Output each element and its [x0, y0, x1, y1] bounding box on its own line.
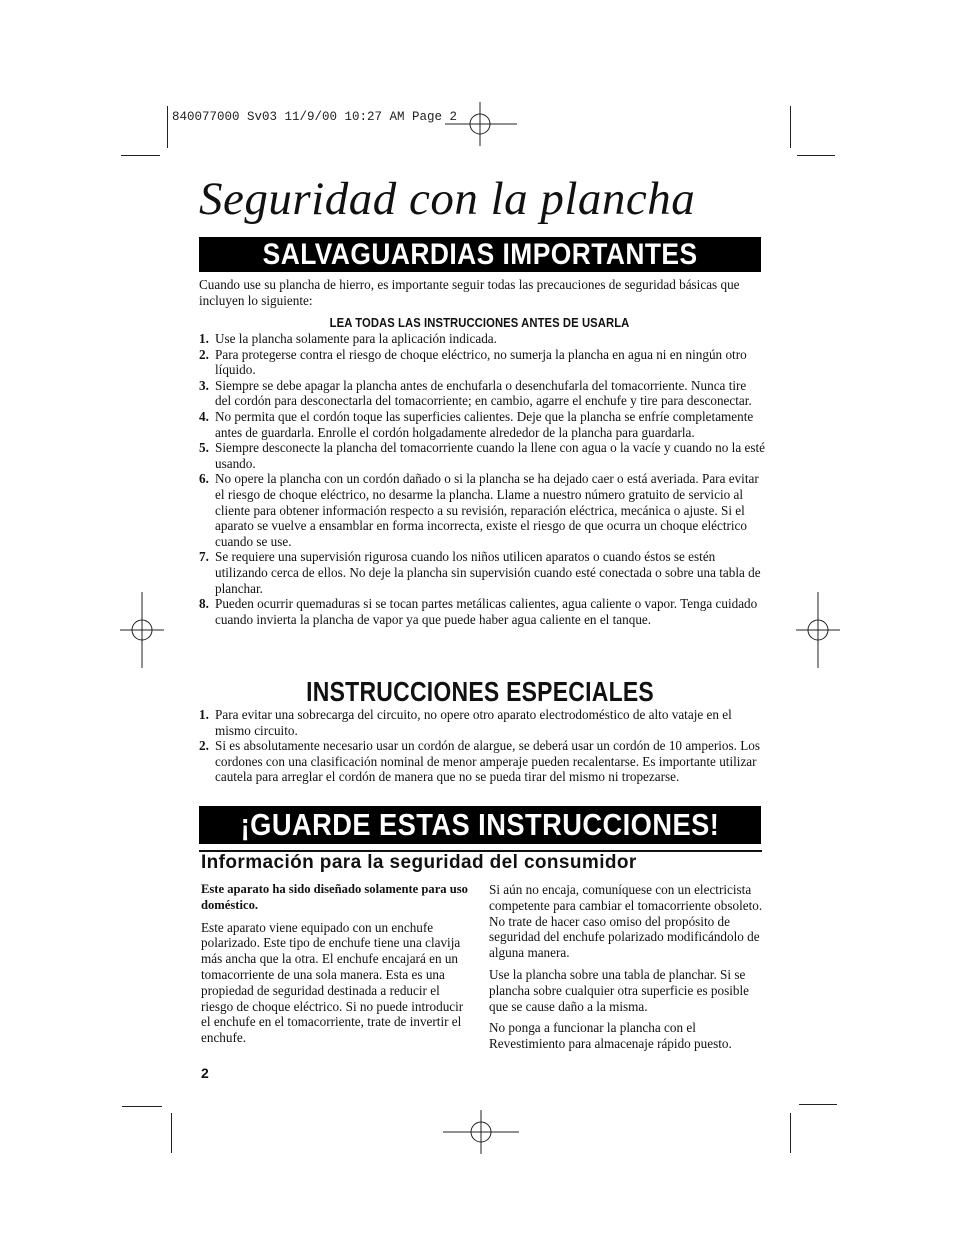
list-item-number: 5. [199, 440, 209, 456]
page-title: Seguridad con la plancha [199, 173, 696, 225]
banner-save-instructions [199, 806, 761, 844]
electrician-paragraph: Si aún no encaja, comuníquese con un electricista competente para cambiar el tomacorriente obsoleto. No trate de hacer caso omiso del propósito de seguridad del enchufe polarizado modificándolo de alguna manera. [489, 882, 763, 961]
crop-mark-top-right-horizontal [797, 155, 835, 156]
list-item-number: 7. [199, 549, 209, 565]
list-item-text: Para evitar una sobrecarga del circuito, no opere otro aparato electrodoméstico de alto vataje en el mismo circuito. [215, 707, 732, 738]
list-item [199, 471, 765, 549]
list-item [199, 549, 765, 596]
list-item [199, 738, 765, 785]
crop-mark-bottom-right-horizontal [799, 1104, 837, 1105]
list-item-text: No permita que el cordón toque las superficies calientes. Deje que la plancha se enfríe completamente antes de guardarla. Enrolle el cordón holgadamente alrededor de la plancha para guardarla. [215, 408, 754, 440]
list-item-number: 6. [199, 471, 209, 487]
list-item [199, 440, 765, 471]
polarized-plug-paragraph: Este aparato viene equipado con un enchufe polarizado. Este tipo de enchufe tiene una clavija más ancha que la otra. El enchufe encajará en un tomacorriente de una sola manera. Esta es una propiedad de seguridad destinada a reducir el riesgo de choque eléctrico. Si no puede introducir el enchufe en el tomacorriente, trate de invertir el enchufe. [201, 919, 464, 1046]
list-item-number: 1. [199, 331, 209, 346]
list-item-number: 2. [199, 738, 209, 754]
consumer-left-column [201, 882, 473, 1052]
special-instructions-list [199, 707, 765, 785]
list-item [199, 378, 765, 409]
list-item-number: 2. [199, 346, 209, 362]
banner-important-safeguards-label: SALVAGUARDIAS IMPORTANTES [262, 237, 698, 271]
household-use-note: Este aparato ha sido diseñado solamente para uso doméstico. [201, 882, 468, 912]
registration-mark-top [445, 102, 517, 146]
read-all-instructions-label: LEA TODAS LAS INSTRUCCIONES ANTES DE USARLA [330, 316, 630, 330]
crop-mark-top-left-vertical [167, 106, 168, 148]
list-item [199, 347, 765, 378]
crop-mark-top-right-vertical [790, 106, 791, 148]
special-instructions-heading [199, 676, 761, 708]
storage-cover-paragraph: No ponga a funcionar la plancha con el Revestimiento para almacenaje rápido puesto. [489, 1020, 732, 1052]
list-item-text: Siempre se debe apagar la plancha antes de enchufarla o desenchufarla del tomacorriente. Nunca tire del cordón para desconectarla del tomacorriente; en cambio, agarre el enchufe y tire para desconectar. [215, 377, 752, 409]
ironing-board-paragraph: Use la plancha sobre una tabla de planchar. Si se plancha sobre cualquier otra superficie es posible que se cause daño a la misma. [489, 966, 749, 1014]
list-item-text: Use la plancha solamente para la aplicación indicada. [215, 331, 497, 346]
crop-mark-bottom-left-horizontal [122, 1106, 162, 1107]
list-item-number: 4. [199, 408, 209, 424]
list-item-text: Si es absolutamente necesario usar un cordón de alargue, se deberá usar un cordón de 10 amperios. Los cordones con una clasificación nominal de menor amperaje pueden recalentarse. Es importante utilizar cautela para arreglar el cordón de manera que no se pueda tirar del mismo ni tropezarse. [215, 738, 761, 785]
list-item [199, 331, 765, 347]
registration-mark-bottom [443, 1110, 519, 1154]
intro-paragraph: Cuando use su plancha de hierro, es importante seguir todas las precauciones de seguridad básicas que incluyen lo siguiente: [199, 277, 740, 308]
crop-mark-bottom-right-vertical [790, 1113, 791, 1153]
registration-mark-left [120, 592, 164, 668]
list-item-text: Siempre desconecte la plancha del tomacorriente cuando la llene con agua o la vacíe y cuando no la esté usando. [215, 440, 765, 471]
print-slug: 840077000 Sv03 11/9/00 10:27 AM Page 2 [172, 110, 458, 124]
list-item-text: No opere la plancha con un cordón dañado o si la plancha se ha dejado caer o está averiada. Para evitar el riesgo de choque eléctrico, no desarme la plancha. Llame a nuestro número gratuito de servicio al cliente para obtener información respecto a su revisión, reparación eléctrica, mecánica o ajuste. Si el aparato se vuelve a ensamblar en forma incorrecta, existe el riesgo de que ocurra un choque eléctrico cuando se use. [215, 471, 759, 549]
list-item-number: 1. [199, 707, 209, 722]
crop-mark-bottom-left-vertical [171, 1113, 172, 1153]
banner-save-instructions-label: ¡GUARDE ESTAS INSTRUCCIONES! [240, 807, 720, 842]
consumer-right-column [489, 882, 765, 1058]
page-number: 2 [201, 1065, 209, 1081]
list-item-text: Se requiere una supervisión rigurosa cuando los niños utilicen aparatos o cuando éstos se estén utilizando cerca de ellos. No deje la plancha sin supervisión cuando esté conectada o sobre una tabla de planchar. [215, 549, 761, 596]
list-item-number: 8. [199, 596, 209, 612]
consumer-safety-heading: Información para la seguridad del consumidor [201, 852, 637, 873]
registration-mark-right [796, 592, 840, 668]
safeguards-list [199, 331, 765, 627]
list-item-text: Para protegerse contra el riesgo de choque eléctrico, no sumerja la plancha en agua ni en ningún otro líquido. [215, 346, 747, 378]
crop-mark-top-left-horizontal [121, 155, 160, 156]
read-all-instructions-heading [199, 316, 761, 330]
special-instructions-label: INSTRUCCIONES ESPECIALES [306, 676, 654, 707]
list-item-text: Pueden ocurrir quemaduras si se tocan partes metálicas calientes, agua caliente o vapor. Tenga cuidado cuando invierta la plancha de vapor ya que puede haber agua caliente en el tanque. [215, 596, 758, 627]
list-item [199, 707, 765, 738]
list-item [199, 409, 765, 440]
banner-important-safeguards [199, 237, 761, 272]
list-item-number: 3. [199, 377, 209, 393]
list-item [199, 596, 765, 627]
